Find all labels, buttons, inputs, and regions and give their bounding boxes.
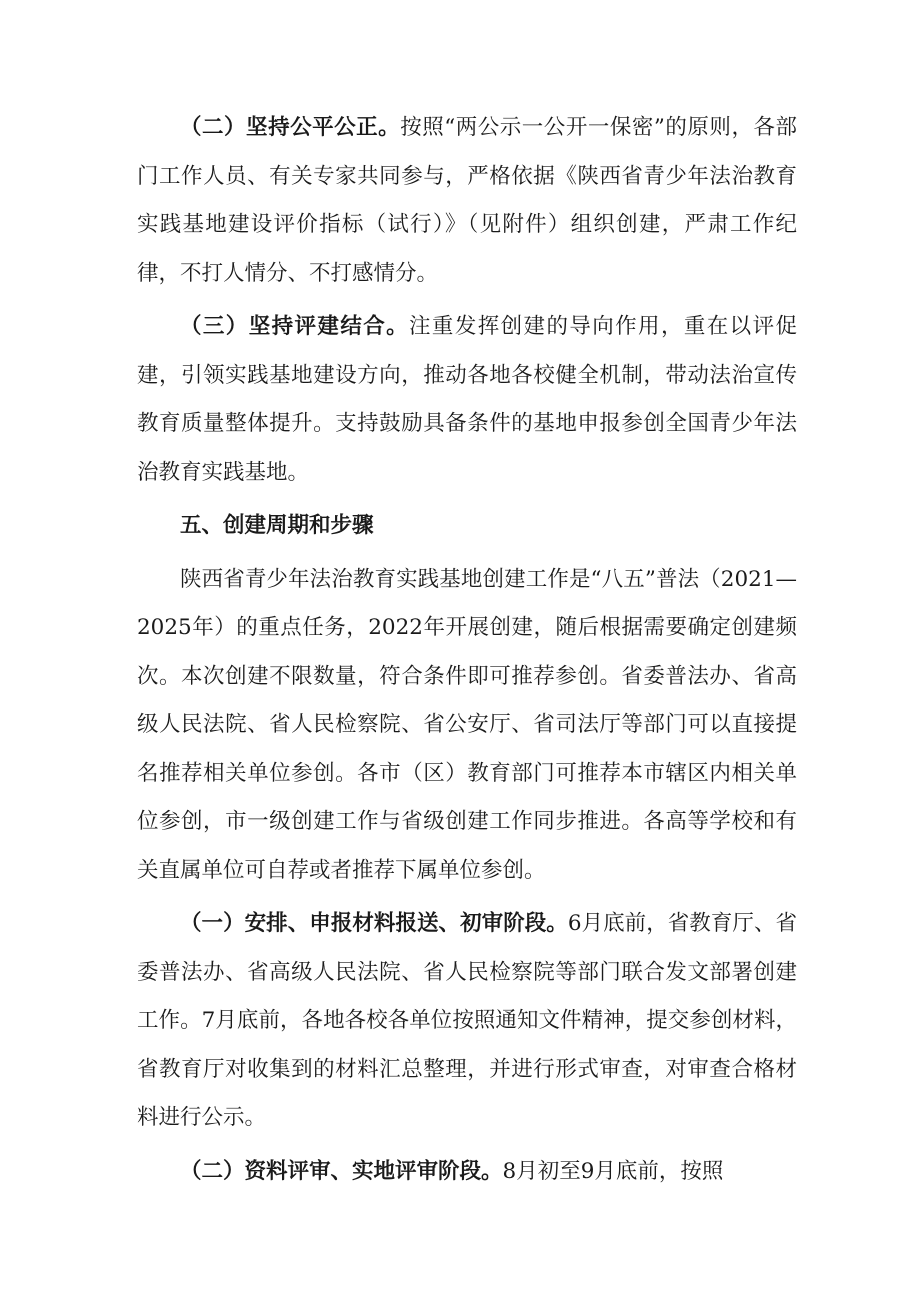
paragraph-text: 注重发挥创建的导向作用，重在以评促建，引领实践基地建设方向，推动各地各校健全机制，带动法治宣传教育质量整体提升。支持鼓励具备条件的基地申报参创全国青少年法治教育实践基地。: [137, 314, 797, 485]
paragraph-step-one: [137, 900, 797, 1143]
paragraph-lead: （一）安排、申报材料报送、初审阶段。: [180, 911, 568, 936]
paragraph-lead: （二）坚持公平公正。: [180, 115, 401, 140]
section-heading: 五、创建周期和步骤: [180, 513, 374, 538]
paragraph-lead: （三）坚持评建结合。: [180, 314, 410, 339]
paragraph-text: 按照“两公示一公开一保密”的原则，各部门工作人员、有关专家共同参与，严格依据《陕西省青少年法治教育实践基地建设评价指标（试行）》（见附件）组织创建，严肃工作纪律，不打人情分、不打感情分。: [137, 115, 797, 286]
paragraph-text: 8月初至9月底前，按照: [502, 1158, 724, 1184]
paragraph-cycle: [137, 556, 797, 896]
paragraph-step-two: [137, 1148, 797, 1197]
paragraph-lead: （二）资料评审、实地评审阶段。: [180, 1158, 503, 1184]
paragraph-fairness: [137, 104, 797, 298]
paragraph-text: 6月底前，省教育厅、省委普法办、省高级人民法院、省人民检察院等部门联合发文部署创建工作。7月底前，各地各校各单位按照通知文件精神，提交参创材料，省教育厅对收集到的材料汇总整理，并进行形式审查，对审查合格材料进行公示。: [137, 911, 797, 1130]
paragraph-evaluation: [137, 303, 797, 497]
document-body: [137, 104, 797, 1201]
paragraph-text: 陕西省青少年法治教育实践基地创建工作是“八五”普法（2021—2025年）的重点任务，2022年开展创建，随后根据需要确定创建频次。本次创建不限数量，符合条件即可推荐参创。省委普法办、省高级人民法院、省人民检察院、省公安厅、省司法厅等部门可以直接提名推荐相关单位参创。各市（区）教育部门可推荐本市辖区内相关单位参创，市一级创建工作与省级创建工作同步推进。各高等学校和有关直属单位可自荐或者推荐下属单位参创。: [137, 566, 797, 883]
